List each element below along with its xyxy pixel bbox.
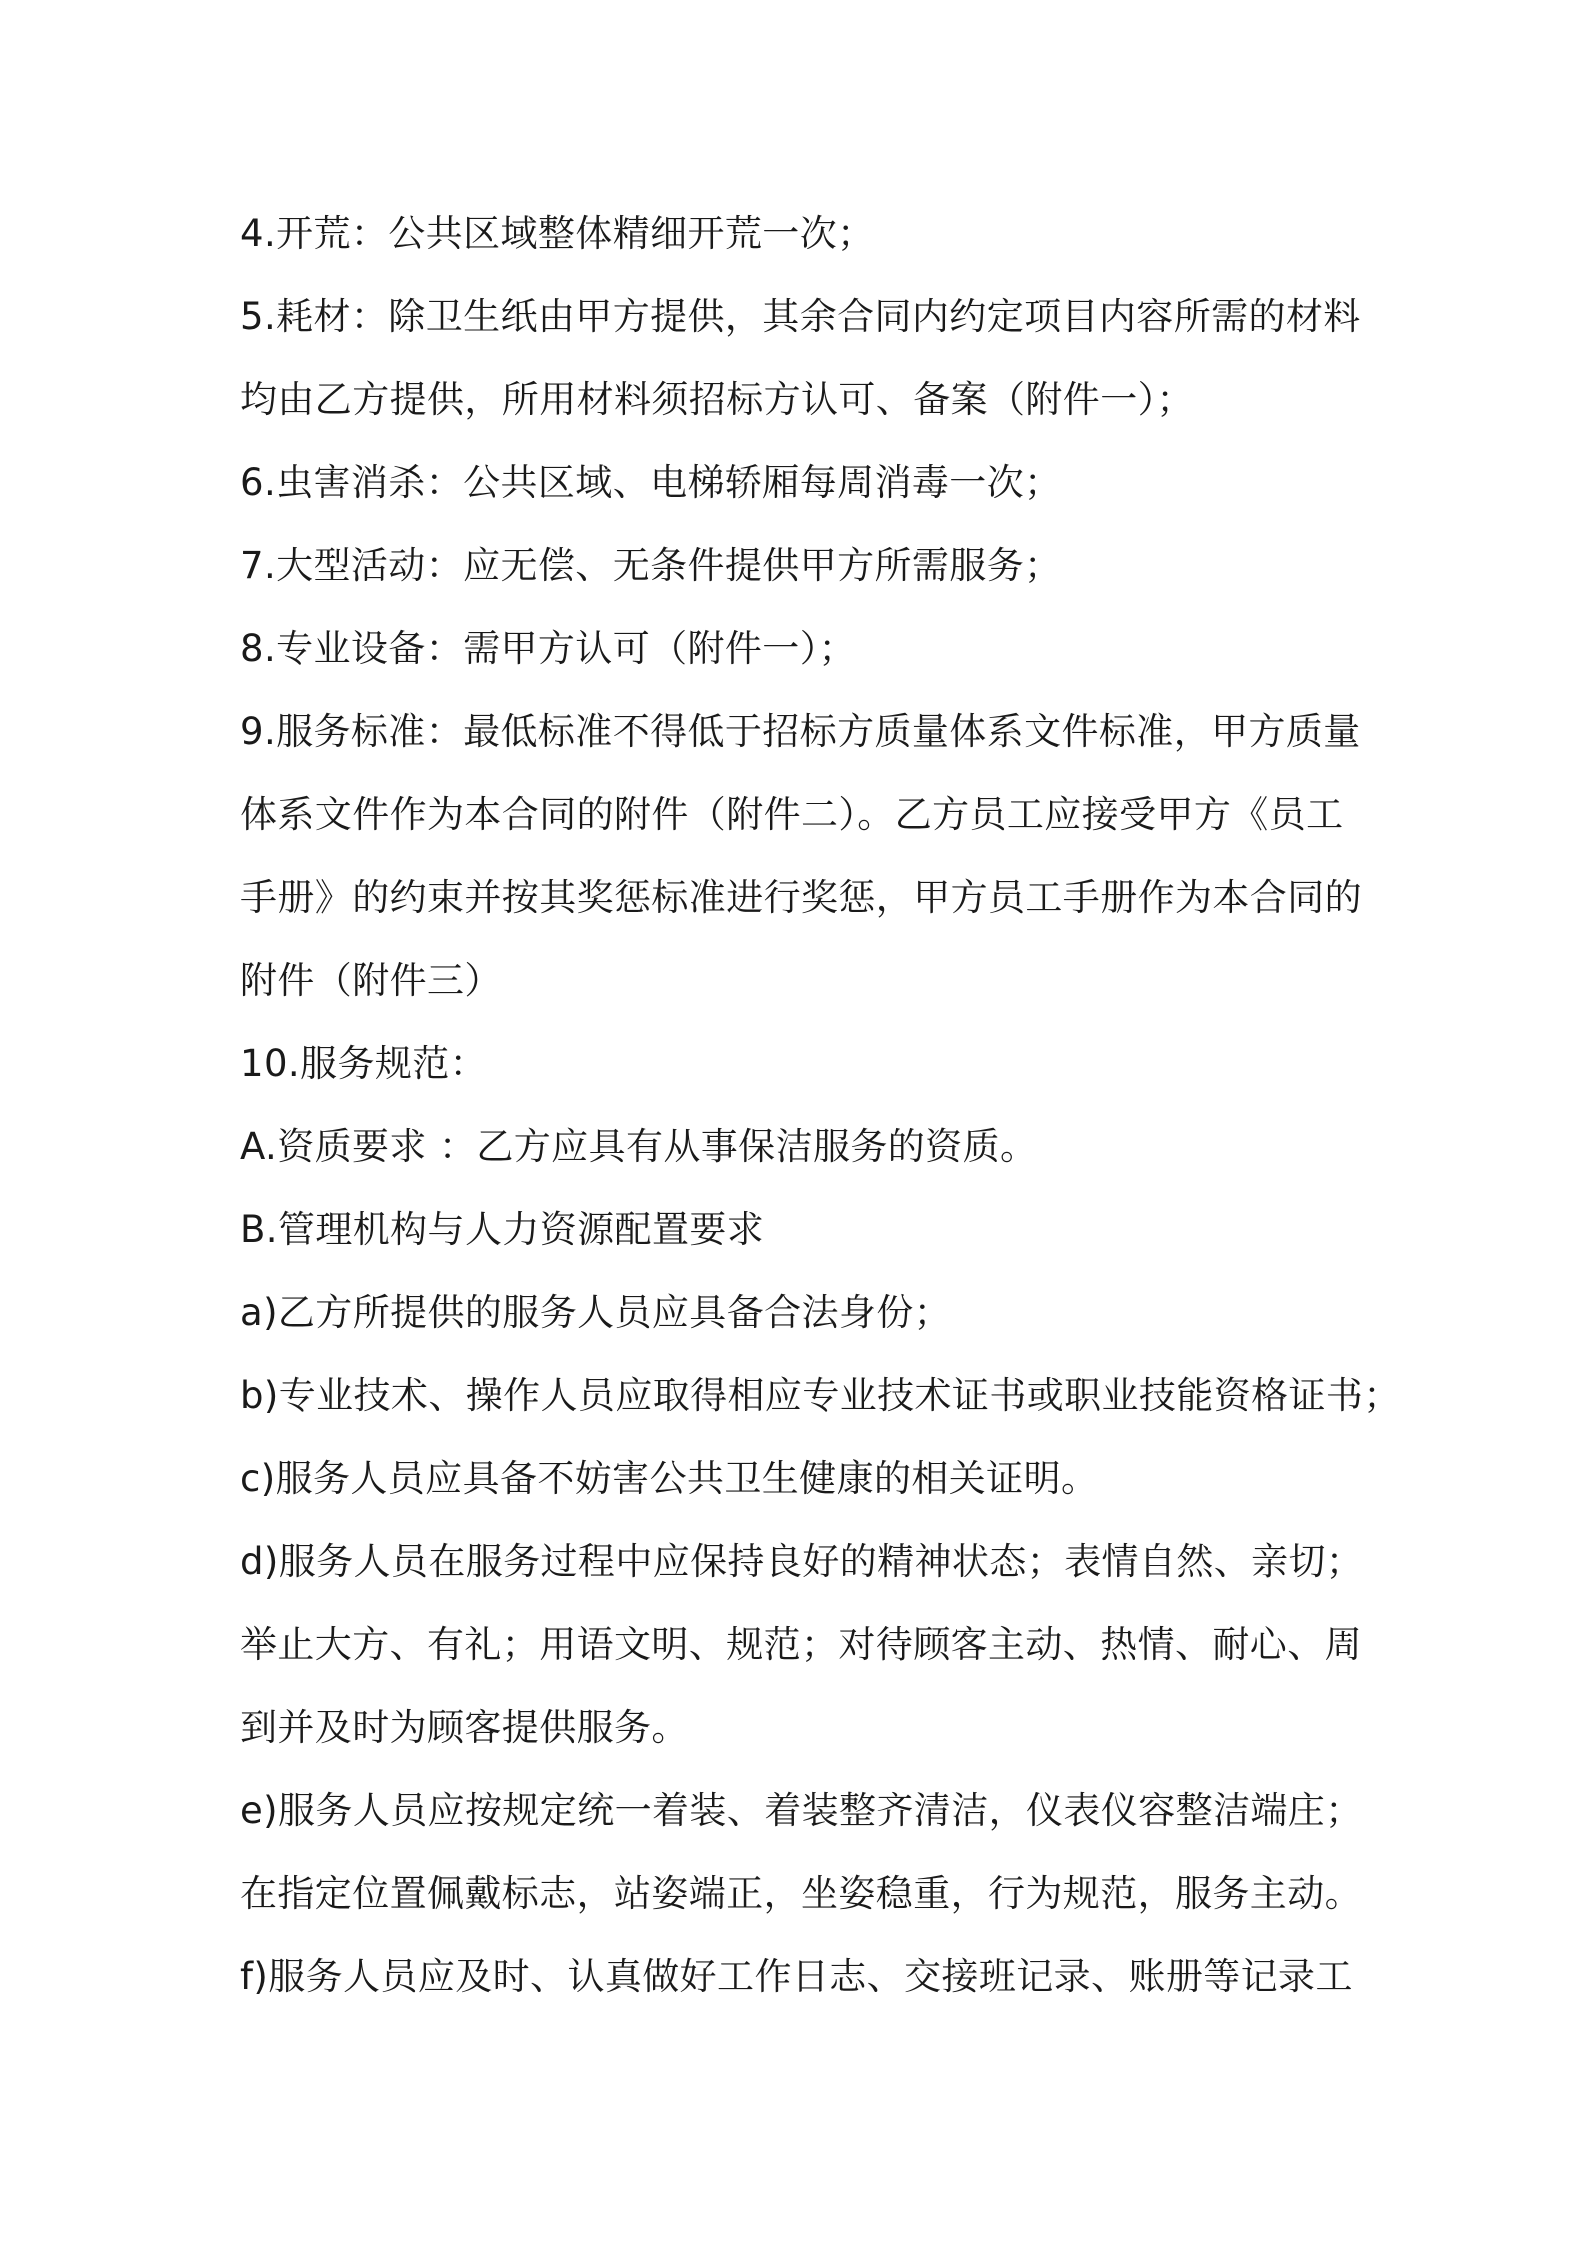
text-line: 7.大型活动：应无偿、无条件提供甲方所需服务； [240,544,1062,587]
text-line: b)专业技术、操作人员应取得相应专业技术证书或职业技能资格证书； [240,1374,1401,1417]
document-body [240,192,1401,2018]
text-line: 均由乙方提供，所用材料须招标方认可、备案（附件一）； [240,378,1194,421]
text-line: 9.服务标准：最低标准不得低于招标方质量体系文件标准，甲方质量 [240,710,1361,753]
text-line: 体系文件作为本合同的附件（附件二）。乙方员工应接受甲方《员工 [240,793,1344,836]
text-line: a)乙方所提供的服务人员应具备合法身份； [240,1291,952,1334]
text-line: 附件（附件三） [240,959,502,1002]
text-line: e)服务人员应按规定统一着装、着装整齐清洁，仪表仪容整洁端庄； [240,1789,1363,1832]
text-line: A.资质要求 ：乙方应具有从事保洁服务的资质。 [240,1125,1038,1168]
text-line: 到并及时为顾客提供服务。 [240,1706,689,1749]
text-line: 4.开荒：公共区域整体精细开荒一次； [240,212,875,255]
text-line: 手册》的约束并按其奖惩标准进行奖惩，甲方员工手册作为本合同的 [240,876,1362,919]
text-line: 5.耗材：除卫生纸由甲方提供，其余合同内约定项目内容所需的材料 [240,295,1361,338]
text-line: 6.虫害消杀：公共区域、电梯轿厢每周消毒一次； [240,461,1062,504]
text-line: c)服务人员应具备不妨害公共卫生健康的相关证明。 [240,1457,1099,1500]
text-line: 举止大方、有礼；用语文明、规范；对待顾客主动、热情、耐心、周 [240,1623,1362,1666]
section-heading: 10.服务规范： [240,1042,488,1085]
text-line: B.管理机构与人力资源配置要求 [240,1208,765,1251]
text-line: d)服务人员在服务过程中应保持良好的精神状态；表情自然、亲切； [240,1540,1364,1583]
text-line: 在指定位置佩戴标志，站姿端正，坐姿稳重，行为规范，服务主动。 [240,1872,1362,1915]
text-line: f)服务人员应及时、认真做好工作日志、交接班记录、账册等记录工 [240,1955,1353,1998]
text-line: 8.专业设备：需甲方认可（附件一）； [240,627,857,670]
